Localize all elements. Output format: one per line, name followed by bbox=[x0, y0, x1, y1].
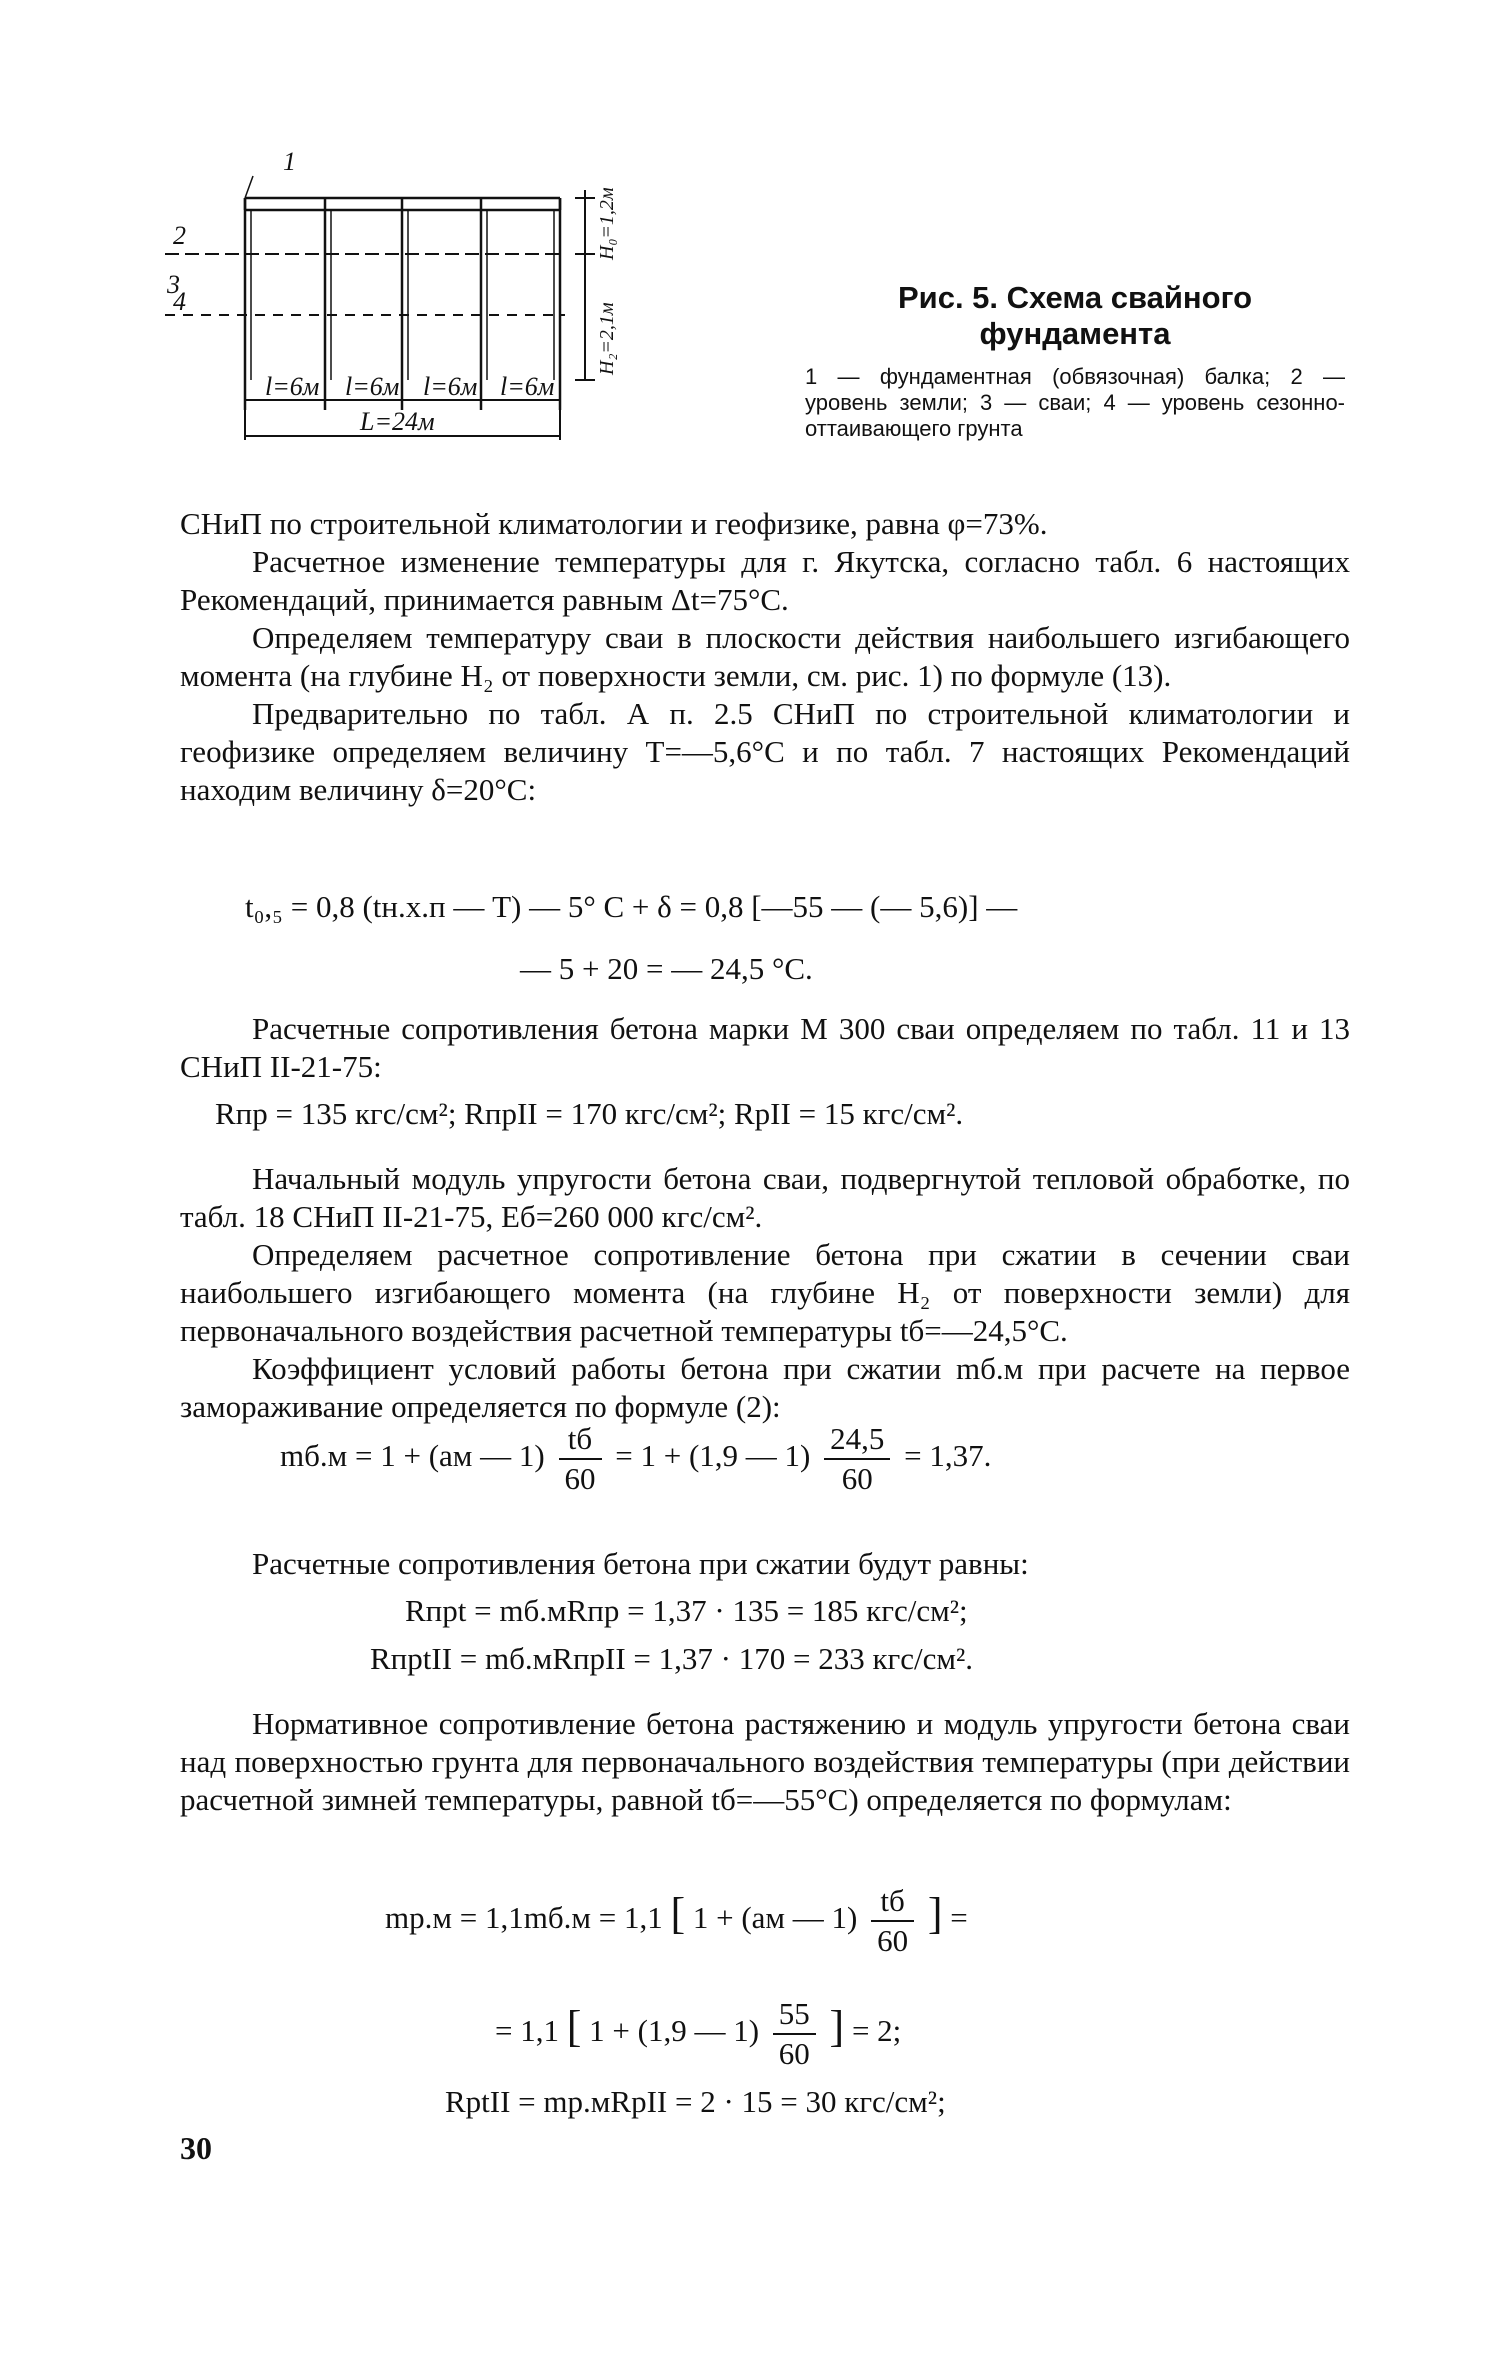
formula-t05-line1: t₀,₅ = 0,8 (tн.х.п — T) — 5° С + δ = 0,8 [—55 — (— 5,6)] — bbox=[245, 889, 1018, 924]
formula-mbm-result: = 1,37. bbox=[904, 1438, 992, 1474]
formula-rptii: RрtII = mр.мRрII = 2 · 15 = 30 кгс/см²; bbox=[445, 2084, 946, 2119]
foundation-scheme bbox=[165, 150, 765, 450]
fraction-55-60 bbox=[773, 1995, 816, 2073]
formula-resistances: Rпр = 135 кгс/см²; RпрII = 170 кгс/см²; RрII = 15 кгс/см². bbox=[215, 1096, 964, 1131]
formula-t05-line2: — 5 + 20 = — 24,5 °С. bbox=[520, 951, 813, 986]
formula-mrm-lhs: mр.м = 1,1mб.м = 1,1 bbox=[385, 1900, 663, 1936]
paragraph-7: Определяем расчетное сопротивление бетона при сжатии в сечении сваи наибольшего изгибающего момента (на глубине H₂ от поверхности земли) для первоначального воздействия расчетной температуры tб=—24,5°С. bbox=[180, 1237, 1350, 1348]
formula-mbm-lhs: mб.м = 1 + (aм — 1) bbox=[280, 1438, 545, 1474]
fraction-tb-60 bbox=[559, 1420, 602, 1498]
text-block-2 bbox=[180, 1010, 1350, 1086]
figure-title: Рис. 5. Схема свайного фундамента bbox=[897, 280, 1253, 351]
label-4: 4 bbox=[173, 287, 186, 316]
paragraph-5: Расчетные сопротивления бетона марки М 300 сваи определяем по табл. 11 и 13 СНиП II-21-75: bbox=[180, 1011, 1350, 1084]
foundation-scheme-svg bbox=[165, 150, 765, 450]
paragraph-4: Предварительно по табл. А п. 2.5 СНиП по строительной климатологии и геофизике определяем величину T=—5,6°С и по табл. 7 настоящих Рекомендаций находим величину δ=20°С: bbox=[180, 696, 1350, 807]
label-1: 1 bbox=[283, 150, 296, 176]
label-1-leader bbox=[245, 176, 253, 198]
figure-legend: 1 — фундаментная (обвязочная) балка; 2 — уровень земли; 3 — сваи; 4 — уровень сезонно-оттаивающего грунта bbox=[805, 364, 1345, 441]
text-block-3 bbox=[180, 1160, 1350, 1426]
fraction-245-60 bbox=[824, 1420, 890, 1498]
paragraph-3: Определяем температуру сваи в плоскости действия наибольшего изгибающего момента (на глубине H₂ от поверхности земли, см. рис. 1) по формуле (13). bbox=[180, 620, 1350, 693]
formula-mbm-mid: = 1 + (1,9 — 1) bbox=[615, 1438, 811, 1474]
formula-mrm-line1 bbox=[385, 1882, 968, 1960]
formula-mrm2-result: = 2; bbox=[851, 2013, 902, 2049]
bracket-close: ] bbox=[927, 1889, 943, 1939]
fraction-tb-60-b bbox=[871, 1882, 914, 1960]
formula-mrm-line2 bbox=[495, 1995, 901, 2073]
paragraph-9: Расчетные сопротивления бетона при сжатии будут равны: bbox=[252, 1546, 1029, 1581]
span-label-4: l=6м bbox=[500, 372, 555, 401]
formula-mrm2-inner: 1 + (1,9 — 1) bbox=[589, 2013, 760, 2049]
fraction-denominator: 60 bbox=[564, 1461, 596, 1496]
formula-mbm bbox=[280, 1420, 991, 1498]
paragraph-8: Коэффициент условий работы бетона при сжатии mб.м при расчете на первое замораживание определяется по формуле (2): bbox=[180, 1351, 1350, 1424]
text-block-4 bbox=[180, 1545, 1350, 1583]
text-block-1 bbox=[180, 505, 1350, 809]
height-label-bottom: H₂=2,1м bbox=[596, 302, 618, 375]
paragraph-1: СНиП по строительной климатологии и геофизике, равна φ=73%. bbox=[180, 506, 1048, 541]
bracket-close: ] bbox=[829, 2002, 845, 2052]
label-3: 3 bbox=[167, 270, 180, 299]
figure-caption bbox=[805, 280, 1345, 442]
bracket-open: [ bbox=[566, 2002, 582, 2052]
text-block-5 bbox=[180, 1705, 1350, 1819]
label-2: 2 bbox=[173, 221, 186, 250]
paragraph-6: Начальный модуль упругости бетона сваи, подвергнутой тепловой обработке, по табл. 18 СНиП II-21-75, Eб=260 000 кгс/см². bbox=[180, 1161, 1350, 1234]
formula-mrm-inner: 1 + (aм — 1) bbox=[692, 1900, 858, 1936]
bracket-open: [ bbox=[670, 1889, 686, 1939]
fraction-numerator: 55 bbox=[773, 1995, 816, 2035]
formula-mrm-equals: = bbox=[950, 1900, 968, 1936]
span-label-2: l=6м bbox=[345, 372, 400, 401]
formula-mrm2-lhs: = 1,1 bbox=[495, 2013, 559, 2049]
height-label-top: H₀=1,2м bbox=[596, 187, 618, 260]
total-length-label: L=24м bbox=[360, 407, 435, 436]
paragraph-2: Расчетное изменение температуры для г. Якутска, согласно табл. 6 настоящих Рекомендаций, принимается равным Δt=75°С. bbox=[180, 544, 1350, 617]
span-label-1: l=6м bbox=[265, 372, 320, 401]
span-label-3: l=6м bbox=[423, 372, 478, 401]
fraction-numerator: tб bbox=[871, 1882, 914, 1922]
fraction-numerator: tб bbox=[559, 1420, 602, 1460]
fraction-denominator: 60 bbox=[877, 1923, 909, 1958]
formula-rprtii: RпрtII = mб.мRпрII = 1,37 · 170 = 233 кгс/см². bbox=[370, 1641, 974, 1676]
page-number: 30 bbox=[180, 2130, 212, 2166]
fraction-numerator: 24,5 bbox=[824, 1420, 890, 1460]
fraction-denominator: 60 bbox=[778, 2036, 810, 2071]
formula-rprt: Rпрt = mб.мRпр = 1,37 · 135 = 185 кгс/см²; bbox=[405, 1593, 968, 1628]
paragraph-10: Нормативное сопротивление бетона растяжению и модуль упругости бетона сваи над поверхностью грунта для первоначального воздействия температуры (при действии расчетной зимней температуры, равной tб=—55°С) определяется по формулам: bbox=[180, 1706, 1350, 1817]
fraction-denominator: 60 bbox=[841, 1461, 873, 1496]
